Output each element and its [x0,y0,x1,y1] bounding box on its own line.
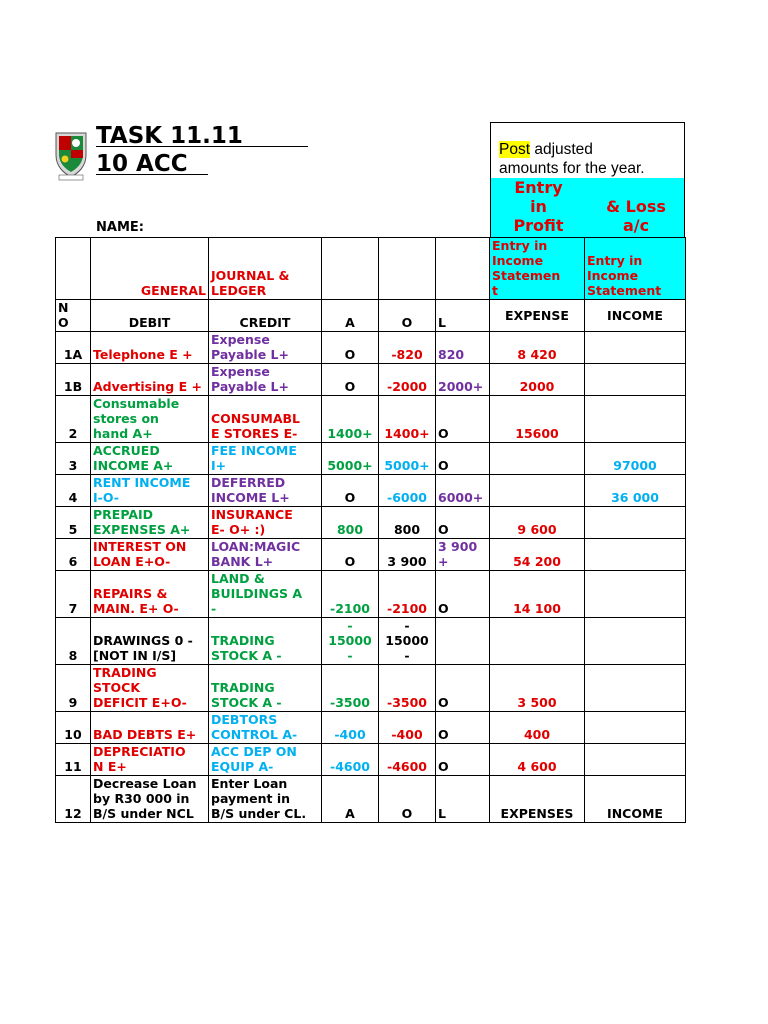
credit-cell [209,712,322,744]
o-cell: -2100 [379,571,436,618]
cell-line: EQUIP A- [211,759,274,774]
a-cell: -3500 [322,665,379,712]
cell-line: MAIN. E+ O- [93,601,179,616]
header-text: Income [492,253,544,268]
row-number: 6 [56,539,91,571]
cell-line: Consumable [93,396,180,411]
debit-cell [91,475,209,507]
cell-line: STOCK A - [211,695,282,710]
cell-line: Payable L+ [211,379,289,394]
ledger-row [56,396,686,443]
a-cell: O [322,364,379,396]
header-text: Statement [587,283,662,298]
row-number: 10 [56,712,91,744]
income-cell [585,539,686,571]
income-header: INCOME [585,300,686,332]
income-cell [585,744,686,776]
o-cell: 3 900 [379,539,436,571]
l-cell: O [436,507,490,539]
a-header: A [322,300,379,332]
o-cell: -3500 [379,665,436,712]
expense-cell: 8 420 [490,332,585,364]
cell-line: INTEREST ON [93,539,187,554]
cell-line: TRADING [211,680,275,695]
cell-line: FEE INCOME [211,443,297,458]
cell-line: PREPAID [93,507,154,522]
cell-line: DEBTORS [211,712,278,727]
o-cell: -2000 [379,364,436,396]
ledger-row [56,665,686,712]
a-cell: -2100 [322,571,379,618]
a-cell: O [322,475,379,507]
l-header: L [436,300,490,332]
cell-line: CONSUMABL [211,411,301,426]
debit-cell [91,332,209,364]
ledger-row [56,475,686,507]
a-cell: - 15000 - [322,618,379,665]
cell-line: RENT INCOME [93,475,191,490]
name-label: NAME: [96,220,144,235]
credit-cell [209,396,322,443]
ledger-row [56,744,686,776]
school-crest-logo [54,131,88,183]
cell-line: INCOME A+ [93,458,174,473]
ledger-row [56,443,686,475]
task-title: TASK 11.11 [96,123,243,149]
cell-line: TRADING [211,633,275,648]
a-cell: 5000+ [322,443,379,475]
ledger-table [55,237,686,823]
ledger-row [56,332,686,364]
ledger-row [56,618,686,665]
row-number: 2 [56,396,91,443]
profit-loss-left [491,178,586,235]
header-row-1 [56,238,686,300]
o-header: O [379,300,436,332]
cell-line: EXPENSES A+ [93,522,191,537]
debit-cell [91,539,209,571]
debit-cell [91,618,209,665]
expense-cell: 54 200 [490,539,585,571]
debit-cell [91,665,209,712]
a-cell: O [322,539,379,571]
credit-header: CREDIT [209,300,322,332]
income-cell [585,507,686,539]
debit-cell [91,507,209,539]
header-text: Entry in [492,238,548,253]
expense-cell [490,475,585,507]
l-cell: O [436,396,490,443]
header-text: LEDGER [211,283,267,298]
o-cell: - 15000 - [379,618,436,665]
debit-cell [91,776,209,823]
cell-line: E- O+ :) [211,522,266,537]
cell-line: - [211,601,217,616]
income-cell [585,396,686,443]
entry-income-statement-right [585,238,686,300]
l-cell: O [436,443,490,475]
income-cell [585,364,686,396]
cell-line: ACC DEP ON [211,744,297,759]
cell-line: TRADING [93,665,157,680]
l-cell: 6000+ [436,475,490,507]
l-cell: O [436,744,490,776]
instruction-line2: amounts for the year. [499,160,645,177]
cell-line: Expense [211,364,270,379]
ledger-row [56,364,686,396]
cell-line: I-O- [93,490,119,505]
ledger-row [56,507,686,539]
income-cell [585,665,686,712]
cell-line: by R30 000 in [93,791,190,806]
class-title: 10 ACC [96,151,188,177]
header-row-2 [56,300,686,332]
income-cell: INCOME [585,776,686,823]
cell-line: BANK L+ [211,554,274,569]
expense-cell [490,443,585,475]
row-number: 7 [56,571,91,618]
cell-line: payment in [211,791,291,806]
header-cell [436,238,490,300]
cell-line: Payable L+ [211,347,289,362]
cell-line: DEFICIT E+O- [93,695,187,710]
row-number: 11 [56,744,91,776]
cell-line: Advertising E + [93,379,202,394]
credit-cell [209,332,322,364]
income-cell: 36 000 [585,475,686,507]
post-highlight: Post [499,141,531,158]
credit-cell [209,364,322,396]
expense-cell: 14 100 [490,571,585,618]
cell-line: STOCK A - [211,648,282,663]
l-cell: 820 [436,332,490,364]
debit-cell [91,571,209,618]
header-text: N [58,300,69,315]
header-text: Statemen [492,268,561,283]
cell-line: ACCRUED [93,443,160,458]
o-cell: 800 [379,507,436,539]
cell-line: DEFERRED [211,475,286,490]
debit-cell [91,364,209,396]
row-number: 5 [56,507,91,539]
income-cell: 97000 [585,443,686,475]
title-underline [96,146,308,147]
income-cell [585,712,686,744]
credit-cell [209,539,322,571]
header-cell [379,238,436,300]
expense-cell [490,618,585,665]
a-cell: -4600 [322,744,379,776]
ledger-row [56,712,686,744]
cell-line: E STORES E- [211,426,298,441]
expense-cell: 2000 [490,364,585,396]
a-cell: 1400+ [322,396,379,443]
row-number: 3 [56,443,91,475]
o-cell: -400 [379,712,436,744]
expense-cell: 15600 [490,396,585,443]
cell-line: I+ [211,458,227,473]
row-number: 1A [56,332,91,364]
cell-line: BUILDINGS A [211,586,303,601]
expense-cell: 9 600 [490,507,585,539]
income-cell [585,571,686,618]
debit-cell [91,744,209,776]
cell-line: hand A+ [93,426,153,441]
debit-header: DEBIT [91,300,209,332]
cell-line: INCOME L+ [211,490,290,505]
a-cell: 800 [322,507,379,539]
expense-header: EXPENSE [490,300,585,332]
cell-line: DEPRECIATIO [93,744,186,759]
o-cell: O [379,776,436,823]
cell-line: LOAN:MAGIC [211,539,301,554]
credit-cell [209,571,322,618]
debit-cell [91,443,209,475]
cell-line: Telephone E + [93,347,193,362]
banner-text: in [530,197,547,216]
debit-cell [91,396,209,443]
debit-cell [91,712,209,744]
cell-line: INSURANCE [211,507,293,522]
ledger-row [56,776,686,823]
cell-line: stores on [93,411,159,426]
header-text: Income [587,268,639,283]
cell-line: Enter Loan [211,776,288,791]
banner-text: a/c [622,216,650,235]
ledger-row [56,571,686,618]
banner-text: & Loss [606,197,666,216]
l-cell: O [436,712,490,744]
cell-line: N E+ [93,759,127,774]
o-cell: -4600 [379,744,436,776]
income-cell [585,618,686,665]
header-cell [56,238,91,300]
l-cell: 2000+ [436,364,490,396]
cell-line: STOCK [93,680,141,695]
income-cell [585,332,686,364]
row-number: 4 [56,475,91,507]
entry-income-statement-left [490,238,585,300]
credit-cell [209,443,322,475]
banner-text: Profit [513,216,564,235]
banner-text: Entry [514,178,563,197]
o-cell: 5000+ [379,443,436,475]
l-cell: 3 900 + [436,539,490,571]
l-cell [436,618,490,665]
cell-line: CONTROL A- [211,727,298,742]
row-number: 1B [56,364,91,396]
o-cell: -820 [379,332,436,364]
journal-ledger-header [209,238,322,300]
credit-cell [209,744,322,776]
row-number: 8 [56,618,91,665]
row-number: 9 [56,665,91,712]
cell-line: BAD DEBTS E+ [93,727,197,742]
a-cell: -400 [322,712,379,744]
expense-cell: 400 [490,712,585,744]
header-cell [322,238,379,300]
expense-cell: 3 500 [490,665,585,712]
credit-cell [209,507,322,539]
general-header: GENERAL [91,238,209,300]
o-cell: -6000 [379,475,436,507]
l-cell: O [436,571,490,618]
instruction-box [490,122,685,178]
credit-cell [209,776,322,823]
cell-line: Expense [211,332,270,347]
l-cell: O [436,665,490,712]
cell-line: DRAWINGS 0 - [93,633,193,648]
header-text: O [58,315,69,330]
credit-cell [209,475,322,507]
ledger-row [56,539,686,571]
instruction-text [499,140,645,178]
a-cell: O [322,332,379,364]
profit-loss-right [586,197,686,235]
cell-line: B/S under CL. [211,806,307,821]
expense-cell: EXPENSES [490,776,585,823]
credit-cell [209,618,322,665]
cell-line: REPAIRS & [93,586,168,601]
credit-cell [209,665,322,712]
cell-line: LOAN E+O- [93,554,171,569]
expense-cell: 4 600 [490,744,585,776]
profit-loss-banner [490,178,685,238]
header-text: t [492,283,498,298]
o-cell: 1400+ [379,396,436,443]
header-text: Entry in [587,253,643,268]
row-number: 12 [56,776,91,823]
cell-line: [NOT IN I/S] [93,648,177,663]
instruction-line1: adjusted [530,141,593,158]
header-text: JOURNAL & [211,268,290,283]
class-underline [96,174,208,175]
l-cell: L [436,776,490,823]
no-header [56,300,91,332]
cell-line: Decrease Loan [93,776,197,791]
cell-line: LAND & [211,571,265,586]
a-cell: A [322,776,379,823]
cell-line: B/S under NCL [93,806,194,821]
